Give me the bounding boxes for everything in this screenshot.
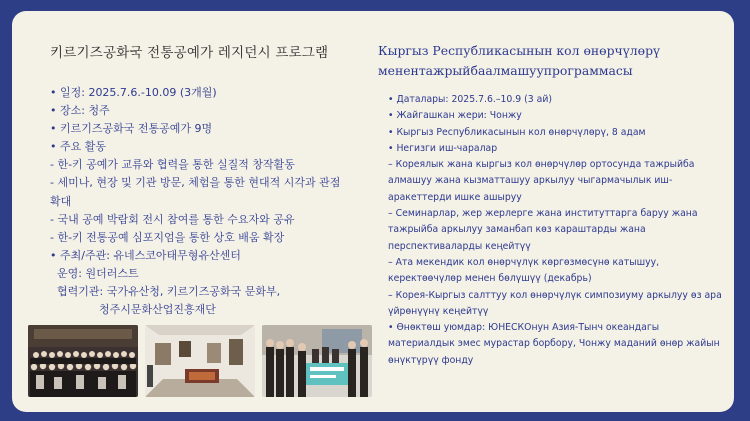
korean-line: • 주요 활동 [50, 140, 106, 154]
kyrgyz-line: • Негизги иш-чаралар [388, 142, 498, 154]
korean-line: 청주시문화산업진흥재단 [50, 303, 216, 317]
photo-strip [28, 325, 373, 401]
kyrgyz-line: өнүктүрүү фонду [388, 354, 474, 366]
kyrgyz-line: тажрыйба аркылуу заманбап көз караштарды жана [388, 224, 646, 236]
korean-column [50, 41, 360, 319]
kyrgyz-title-line: Кыргыз Республикасынын кол өнөрчүлөрү [378, 43, 661, 58]
korean-line: 협력기관: 국가유산청, 키르기즈공화국 문화부, [50, 285, 281, 299]
korean-line: - 세미나, 현장 및 기관 방문, 체험을 통한 현대적 시각과 관점 [50, 176, 341, 190]
kyrgyz-body [378, 92, 723, 369]
korean-line: - 한-키 공예가 교류와 협력을 통한 실질적 창작활동 [50, 158, 295, 172]
korean-line: 확대 [50, 194, 72, 208]
kyrgyz-line: • Өнөктөш уюмдар: ЮНЕСКОнун Азия-Тынч океандагы [388, 322, 660, 334]
korean-title: 키르기즈공화국 전통공예가 레지던시 프로그램 [50, 45, 329, 61]
korean-line: 운영: 원더러스트 [50, 266, 139, 280]
kyrgyz-title-line: менентажрыйбаалмашуупрограммасы [378, 63, 633, 78]
kyrgyz-line: перспективаларды кеңейтүү [388, 240, 531, 252]
kyrgyz-line: керектөөчүлөр менен бөлүшүү (декабрь) [388, 273, 592, 285]
korean-line: - 국내 공예 박람회 전시 참여를 통한 수요자와 공유 [50, 212, 295, 226]
korean-line: • 주최/주관: 유네스코아태무형유산센터 [50, 248, 241, 262]
kyrgyz-line: – Кореялык жана кыргыз кол өнөрчүлөр ортосунда тажрыйба [388, 159, 695, 171]
kyrgyz-line: үйрөнүүнү кеңейтүү [388, 305, 489, 317]
korean-line: • 키르기즈공화국 전통공예가 9명 [50, 122, 213, 136]
kyrgyz-line: – Ата мекендик кол өнөрчүлүк көргөзмөсүнө катышуу, [388, 256, 660, 268]
kyrgyz-line: • Даталары: 2025.7.6.–10.9 (3 ай) [388, 94, 553, 105]
group-photo [28, 325, 138, 397]
kyrgyz-line: – Семинарлар, жер жерлерге жана институттарга баруу жана [388, 208, 698, 220]
kyrgyz-title [378, 41, 723, 81]
kyrgyz-line: материалдык эмес мурастар борбору, Чонжу маданий өнөр жайын [388, 338, 720, 350]
korean-line: • 장소: 청주 [50, 104, 110, 118]
kyrgyz-line: • Жайгашкан жери: Чонжу [388, 110, 522, 122]
kyrgyz-line: алмашуу жана кызматташуу аркылуу чыгармачылык иш- [388, 175, 673, 187]
kyrgyz-line: • Кыргыз Республикасынын кол өнөрчүлөрү, 8 адам [388, 126, 646, 138]
kyrgyz-line: – Корея-Кыргыз салттуу кол өнөрчүлүк симпозиуму аркылуу өз ара [388, 289, 722, 301]
slide-card [12, 11, 734, 412]
event-photo [262, 325, 372, 397]
korean-line: • 일정: 2025.7.6.-10.09 (3개월) [50, 86, 217, 99]
kyrgyz-line: аракеттерди ишке ашыруу [388, 191, 522, 203]
korean-line: - 한-키 전통공예 심포지엄을 통한 상호 배움 확장 [50, 230, 285, 244]
kyrgyz-column [378, 41, 723, 369]
exhibition-photo [145, 325, 255, 397]
